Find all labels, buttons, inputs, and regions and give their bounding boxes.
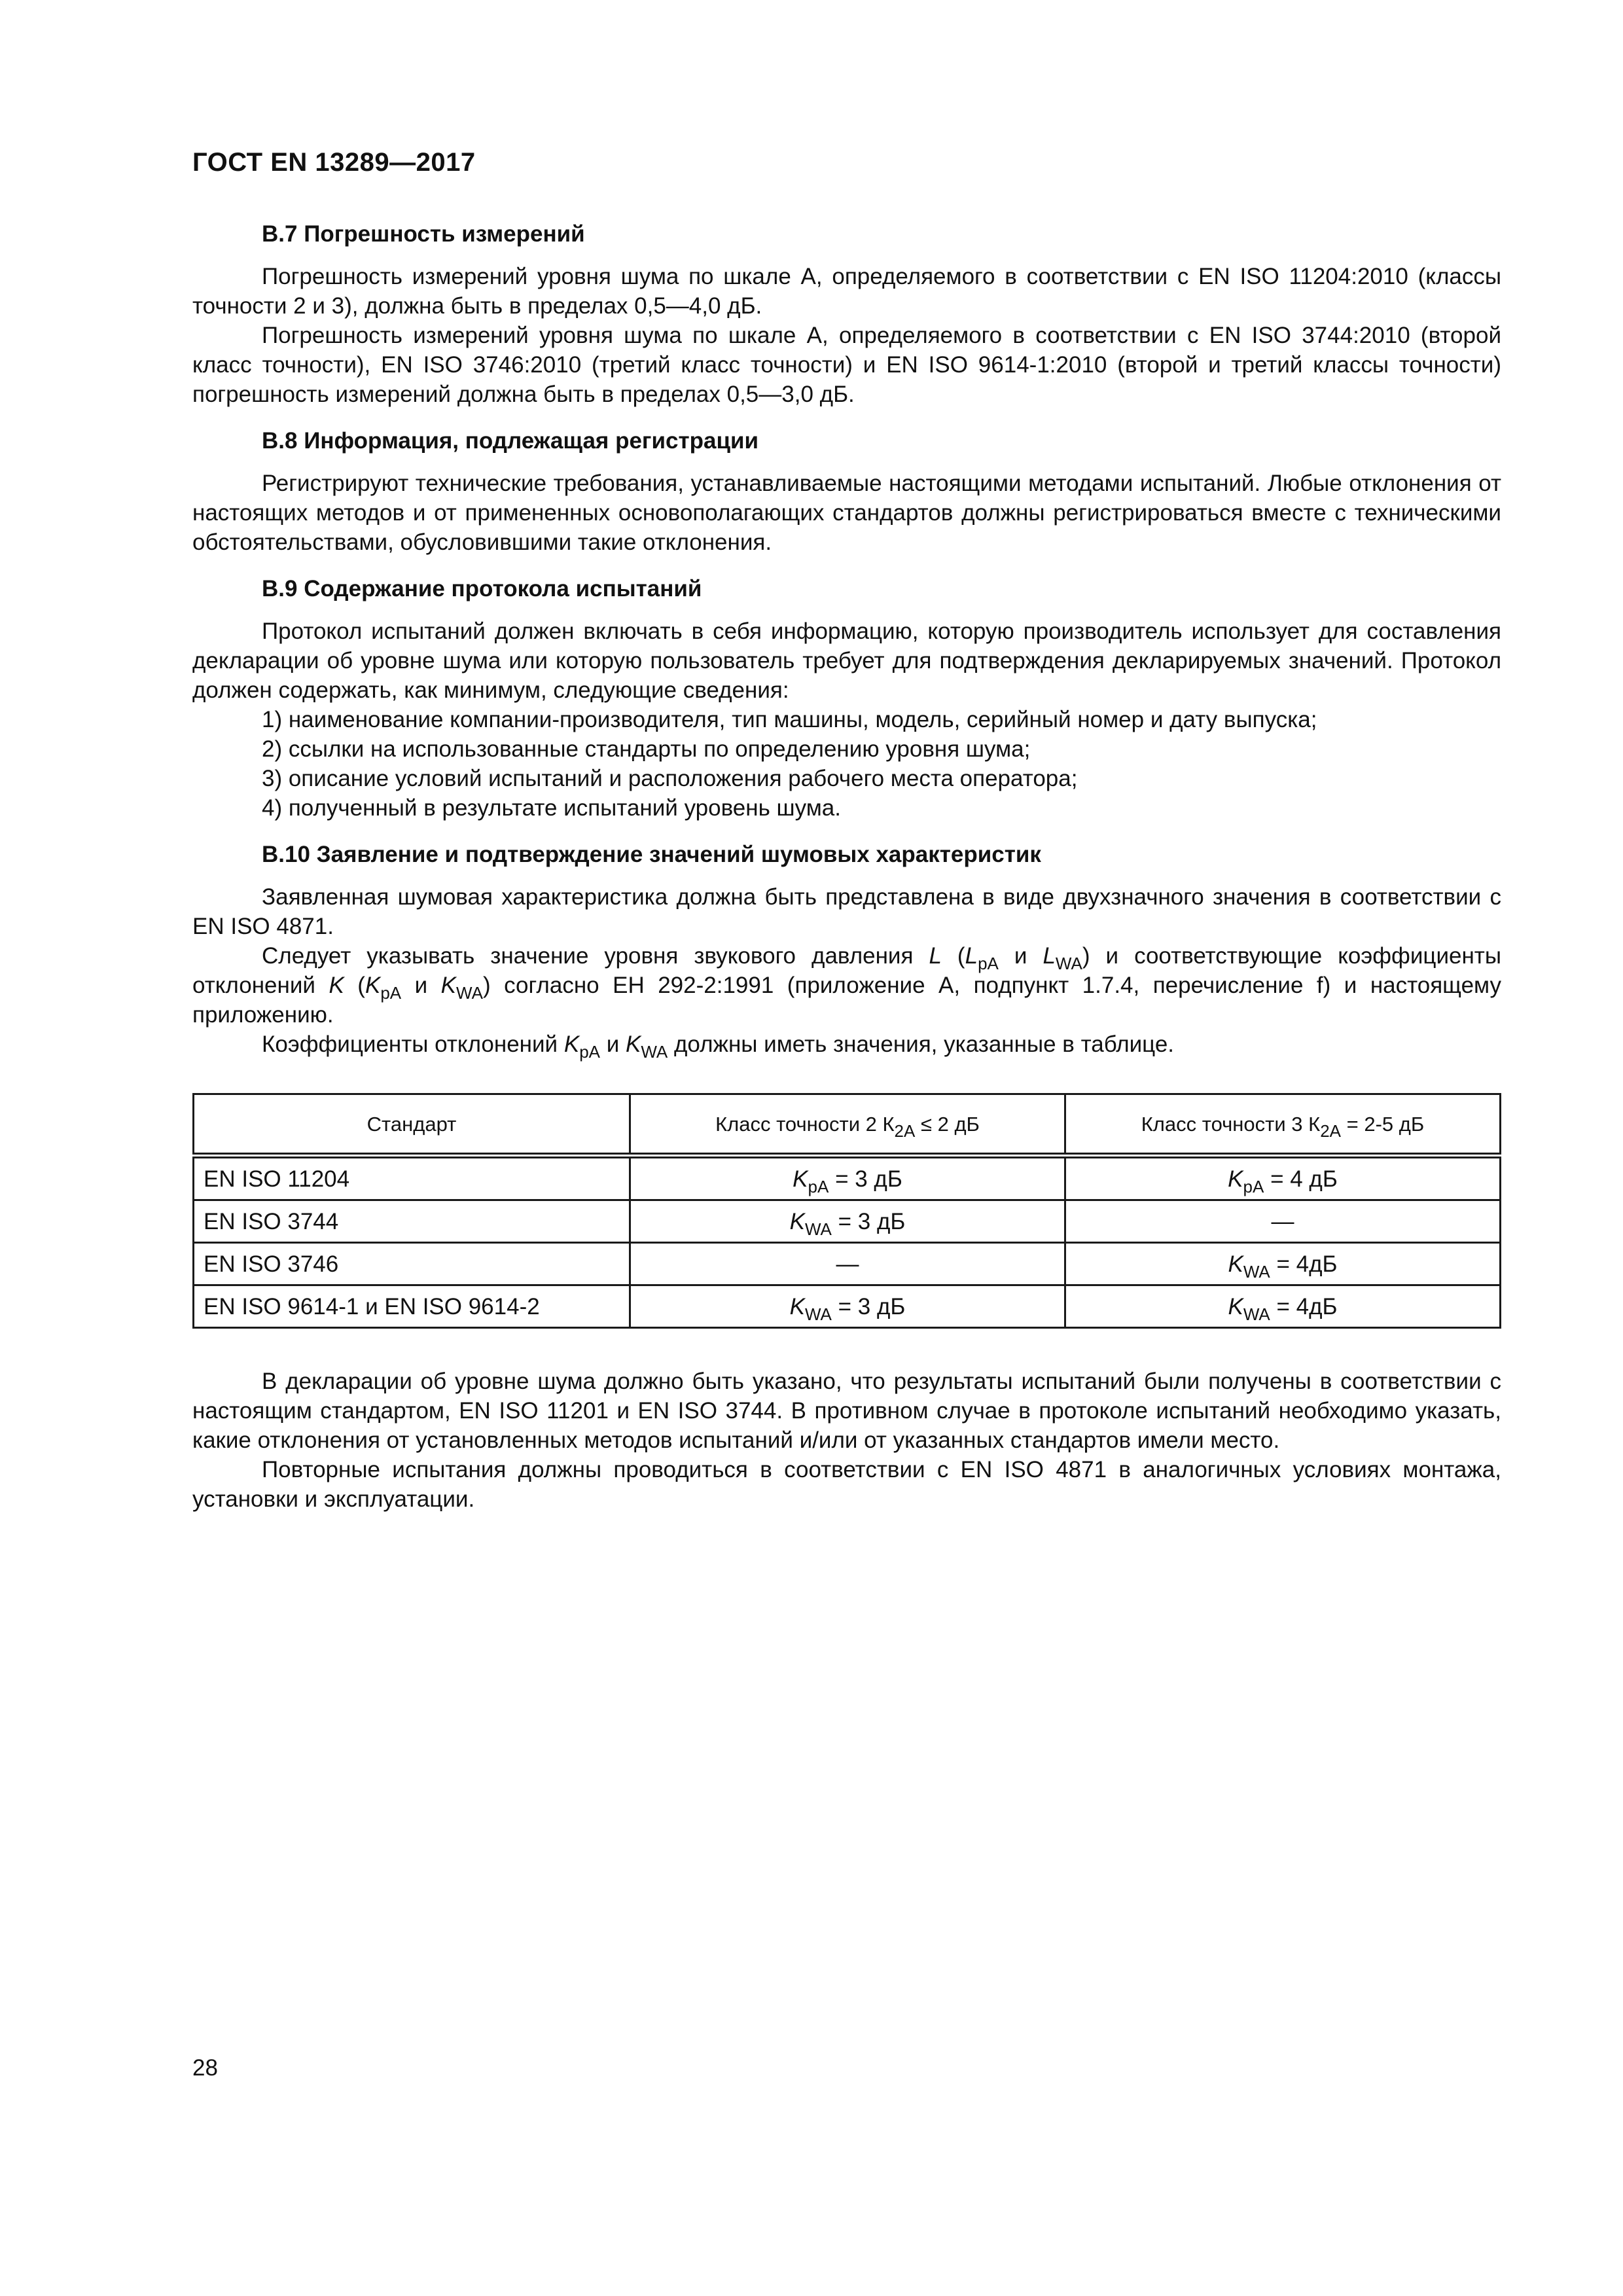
- table-row: [194, 1200, 1501, 1243]
- section-b7-paragraph-2: Погрешность измерений уровня шума по шкале А, определяемого в соответствии с EN ISO 3744:2010 (второй класс точности), EN ISO 3746:2010 (третий класс точности) и EN ISO 9614-1:2010 (второй и третий классы точности) погрешность измерений должна быть в пределах 0,5—3,0 дБ.: [192, 323, 1501, 407]
- section-b9: [192, 574, 1501, 823]
- table-cell-class3: $K_{WA} = 4дБ$: [1065, 1243, 1500, 1285]
- section-title-b10: В.10 Заявление и подтверждение значений шумовых характеристик: [262, 842, 1041, 867]
- table-header-class2: Класс точности 2 $К_{2А} \le 2$ дБ: [630, 1094, 1065, 1156]
- table-cell-standard: EN ISO 3746: [194, 1243, 630, 1285]
- section-title-b9: В.9 Содержание протокола испытаний: [262, 576, 702, 601]
- document-header: ГОСТ EN 13289—2017: [192, 148, 476, 177]
- table-row: [194, 1243, 1501, 1285]
- table-cell-class2: $K_{pA} = 3$ дБ: [630, 1156, 1065, 1200]
- section-b7-paragraph-1: Погрешность измерений уровня шума по шкале А, определяемого в соответствии с EN ISO 11204:2010 (классы точности 2 и 3), должна быть в пределах 0,5—4,0 дБ.: [192, 264, 1501, 319]
- section-b9-paragraph-1: Протокол испытаний должен включать в себя информацию, которую производитель использует для составления декларации об уровне шума или которую пользователь требует для подтверждения декларируемых значений. Протокол должен содержать, как минимум, следующие сведения:: [192, 619, 1501, 703]
- closing-paragraph-2: Повторные испытания должны проводиться в соответствии с EN ISO 4871 в аналогичных условиях монтажа, установки и эксплуатации.: [192, 1457, 1501, 1512]
- table-cell-class3: $K_{pA} = 4$ дБ: [1065, 1156, 1500, 1200]
- section-b10: [192, 840, 1501, 1062]
- table-header-class3: Класс точности 3 $К_{2А} = 2-5$ дБ: [1065, 1094, 1500, 1156]
- uncertainty-table: [192, 1093, 1501, 1329]
- list-item: 4) полученный в результате испытаний уровень шума.: [262, 795, 841, 821]
- section-b10-paragraph-3: Коэффициенты отклонений $K_{pA}$ и $K_{WA}$ должны иметь значения, указанные в таблице.: [262, 1031, 1175, 1062]
- section-b10-paragraph-2: Следует указывать значение уровня звукового давления L ($L_{pA}$ и $L_{WA}$) и соответствующие коэффициенты отклонений K ($K_{pA}$ и $K_{WA}$) согласно ЕН 292-2:1991 (приложение А, подпункт 1.7.4, перечисление f) и настоящему приложению.: [192, 943, 1501, 1028]
- list-item: 1) наименование компании-производителя, тип машины, модель, серийный номер и дату выпуска;: [262, 707, 1317, 732]
- section-b7: [192, 219, 1501, 409]
- table-cell-class2: $K_{WA} = 3$ дБ: [630, 1285, 1065, 1328]
- table-cell-standard: EN ISO 9614-1 и EN ISO 9614-2: [194, 1285, 630, 1328]
- section-b8: [192, 426, 1501, 557]
- table-row: [194, 1156, 1501, 1200]
- document-body: [192, 219, 1501, 1514]
- table-cell-class3: —: [1065, 1200, 1500, 1243]
- table-cell-standard: EN ISO 11204: [194, 1156, 630, 1200]
- closing-section: [192, 1367, 1501, 1514]
- section-b10-paragraph-1: Заявленная шумовая характеристика должна быть представлена в виде двухзначного значения в соответствии с EN ISO 4871.: [192, 884, 1501, 939]
- table-cell-class3: $K_{WA} = 4дБ$: [1065, 1285, 1500, 1328]
- list-item: 2) ссылки на использованные стандарты по определению уровня шума;: [262, 736, 1031, 762]
- table-cell-standard: EN ISO 3744: [194, 1200, 630, 1243]
- table-cell-class2: —: [630, 1243, 1065, 1285]
- table-row: [194, 1285, 1501, 1328]
- section-title-b8: В.8 Информация, подлежащая регистрации: [262, 428, 759, 454]
- table-header-standard: Стандарт: [194, 1094, 630, 1156]
- section-title-b7: В.7 Погрешность измерений: [262, 221, 585, 247]
- table-header-row: [194, 1094, 1501, 1156]
- page-number: 28: [192, 2055, 218, 2081]
- table-cell-class2: $K_{WA} = 3$ дБ: [630, 1200, 1065, 1243]
- list-item: 3) описание условий испытаний и расположения рабочего места оператора;: [262, 766, 1078, 791]
- section-b8-paragraph-1: Регистрируют технические требования, устанавливаемые настоящими методами испытаний. Любые отклонения от настоящих методов и от примененных основополагающих стандартов должны регистрироваться вместе с техническими обстоятельствами, обусловившими такие отклонения.: [192, 471, 1501, 555]
- closing-paragraph-1: В декларации об уровне шума должно быть указано, что результаты испытаний были получены в соответствии с настоящим стандартом, EN ISO 11201 и EN ISO 3744. В противном случае в протоколе испытаний необходимо указать, какие отклонения от установленных методов испытаний и/или от указанных стандартов имели место.: [192, 1369, 1501, 1453]
